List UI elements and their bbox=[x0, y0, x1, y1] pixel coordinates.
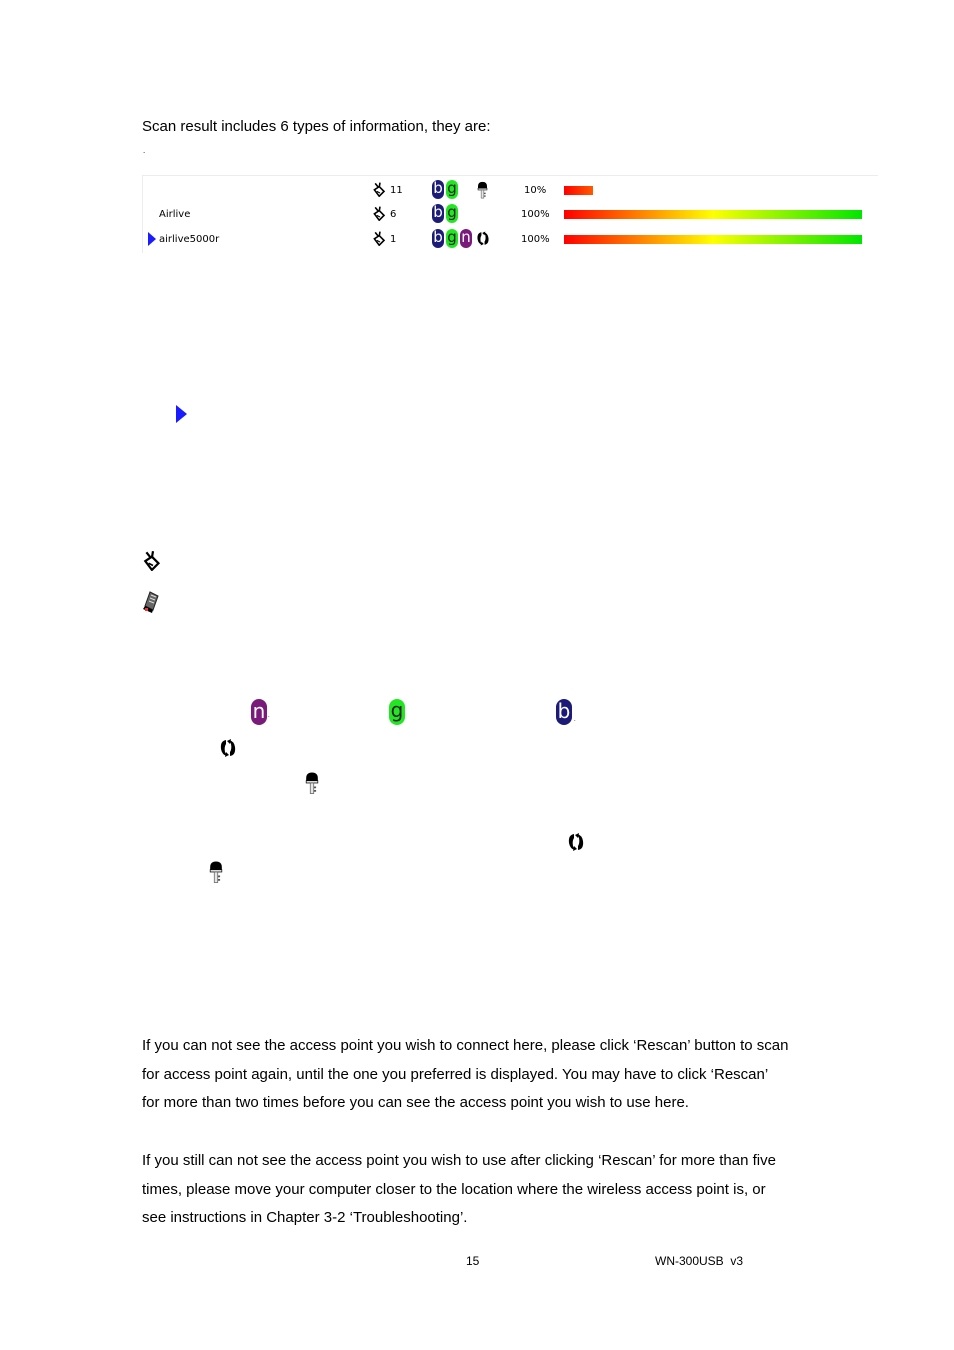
key-icon bbox=[477, 181, 488, 199]
mode-badges bbox=[432, 180, 458, 199]
g-badge-icon: g bbox=[447, 228, 457, 246]
channel-value: 11 bbox=[390, 185, 403, 196]
wps-icon bbox=[476, 230, 490, 247]
channel-icon bbox=[372, 181, 388, 197]
selected-arrow-icon bbox=[176, 405, 187, 423]
g-badge-icon: g bbox=[447, 179, 457, 197]
stray-dot: . bbox=[574, 717, 576, 723]
signal-value: 100% bbox=[521, 209, 550, 220]
g-badge-icon: g bbox=[447, 203, 457, 221]
paragraph-line: see instructions in Chapter 3-2 ‘Troubleshooting’. bbox=[142, 1209, 468, 1226]
signal-value: 10% bbox=[524, 185, 547, 196]
wps-icon bbox=[567, 832, 585, 852]
n-badge-icon: n bbox=[252, 699, 266, 723]
b-badge-icon: b bbox=[557, 699, 571, 723]
n-badge-icon: n bbox=[461, 228, 471, 246]
signal-bar bbox=[564, 235, 862, 244]
ssid-label: airlive5000r bbox=[159, 234, 220, 245]
scan-result-list bbox=[142, 175, 878, 253]
page-number: 15 bbox=[466, 1254, 480, 1268]
channel-icon bbox=[372, 205, 388, 221]
channel-value: 6 bbox=[390, 209, 397, 220]
ssid-label: Airlive bbox=[159, 209, 191, 220]
n-badge-legend bbox=[251, 699, 267, 725]
adapter-icon bbox=[142, 589, 166, 615]
channel-value: 1 bbox=[390, 234, 397, 245]
signal-value: 100% bbox=[521, 234, 550, 245]
paragraph-line: for more than two times before you can see the access point you wish to use here. bbox=[142, 1094, 689, 1111]
channel-icon bbox=[142, 549, 164, 571]
stray-dot: . bbox=[143, 146, 146, 155]
g-badge-icon: g bbox=[389, 699, 405, 725]
mode-badges bbox=[432, 229, 472, 248]
b-badge-icon: b bbox=[433, 228, 443, 246]
stray-dot: . bbox=[268, 713, 270, 719]
rescan-paragraph bbox=[142, 1032, 788, 1118]
mode-badges bbox=[432, 204, 458, 223]
signal-bar bbox=[564, 210, 862, 219]
paragraph-line: If you can not see the access point you wish to connect here, please click ‘Rescan’ button to scan bbox=[142, 1037, 789, 1054]
paragraph-line: for access point again, until the one you preferred is displayed. You may have to click ‘Rescan’ bbox=[142, 1065, 769, 1083]
key-icon bbox=[209, 860, 223, 884]
channel-icon bbox=[372, 230, 388, 246]
key-icon bbox=[305, 771, 319, 795]
troubleshooting-paragraph bbox=[142, 1147, 776, 1233]
b-badge-icon: b bbox=[433, 203, 443, 221]
intro-text: Scan result includes 6 types of information, they are: bbox=[142, 118, 491, 135]
paragraph-line: times, please move your computer closer to the location where the wireless access point is, or bbox=[142, 1180, 766, 1198]
wps-icon bbox=[219, 738, 237, 758]
paragraph-line: If you still can not see the access point you wish to use after clicking ‘Rescan’ for more than five bbox=[142, 1152, 776, 1169]
b-badge-icon: b bbox=[433, 179, 443, 197]
model-label: WN-300USB v3 bbox=[655, 1254, 744, 1268]
selected-arrow-icon bbox=[148, 232, 156, 246]
signal-bar bbox=[564, 186, 593, 195]
g-badge-legend bbox=[389, 699, 405, 725]
b-badge-legend bbox=[556, 699, 572, 725]
